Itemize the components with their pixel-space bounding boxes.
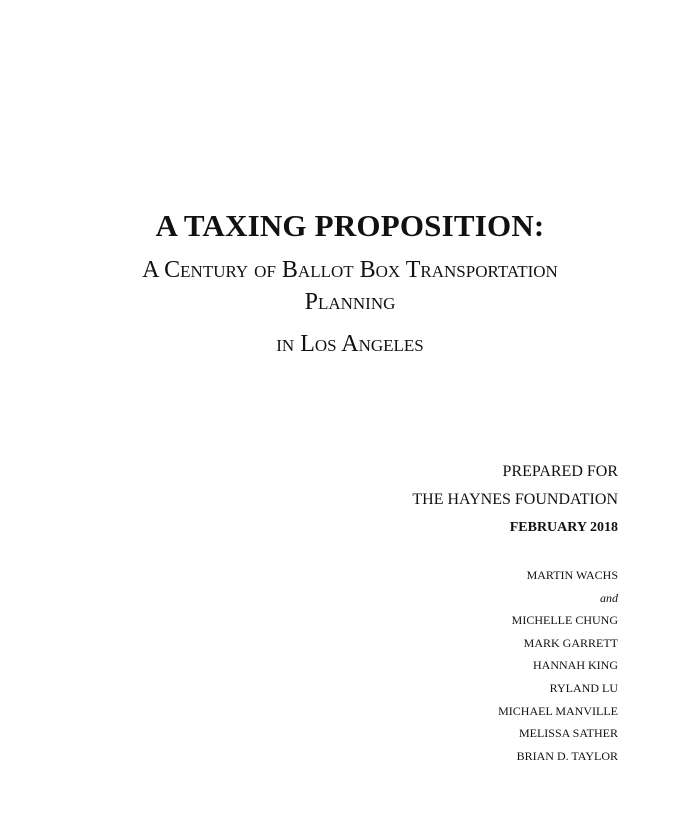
prepared-for-label: PREPARED FOR	[502, 463, 618, 480]
prepared-for-organization: THE HAYNES FOUNDATION	[412, 491, 618, 508]
author-name: MARTIN WACHS	[526, 568, 618, 582]
author-conjunction: and	[600, 590, 618, 605]
report-subtitle-line-2: Planning	[304, 289, 396, 315]
publication-date: FEBRUARY 2018	[509, 520, 618, 535]
author-list	[498, 564, 618, 767]
report-subtitle-line-1: A Century of Ballot Box Transportation	[142, 257, 558, 283]
author-name: MARK GARRETT	[523, 635, 618, 650]
author-name: BRIAN D. TAYLOR	[516, 748, 618, 763]
author-name: MICHAEL MANVILLE	[498, 703, 618, 718]
report-title: A TAXING PROPOSITION:	[155, 208, 545, 243]
author-name: MELISSA SATHER	[518, 726, 618, 741]
author-name: HANNAH KING	[533, 658, 618, 673]
report-subtitle-line-3: in Los Angeles	[276, 331, 424, 357]
author-name: RYLAND LU	[549, 680, 618, 695]
author-name: MICHELLE CHUNG	[511, 613, 618, 628]
